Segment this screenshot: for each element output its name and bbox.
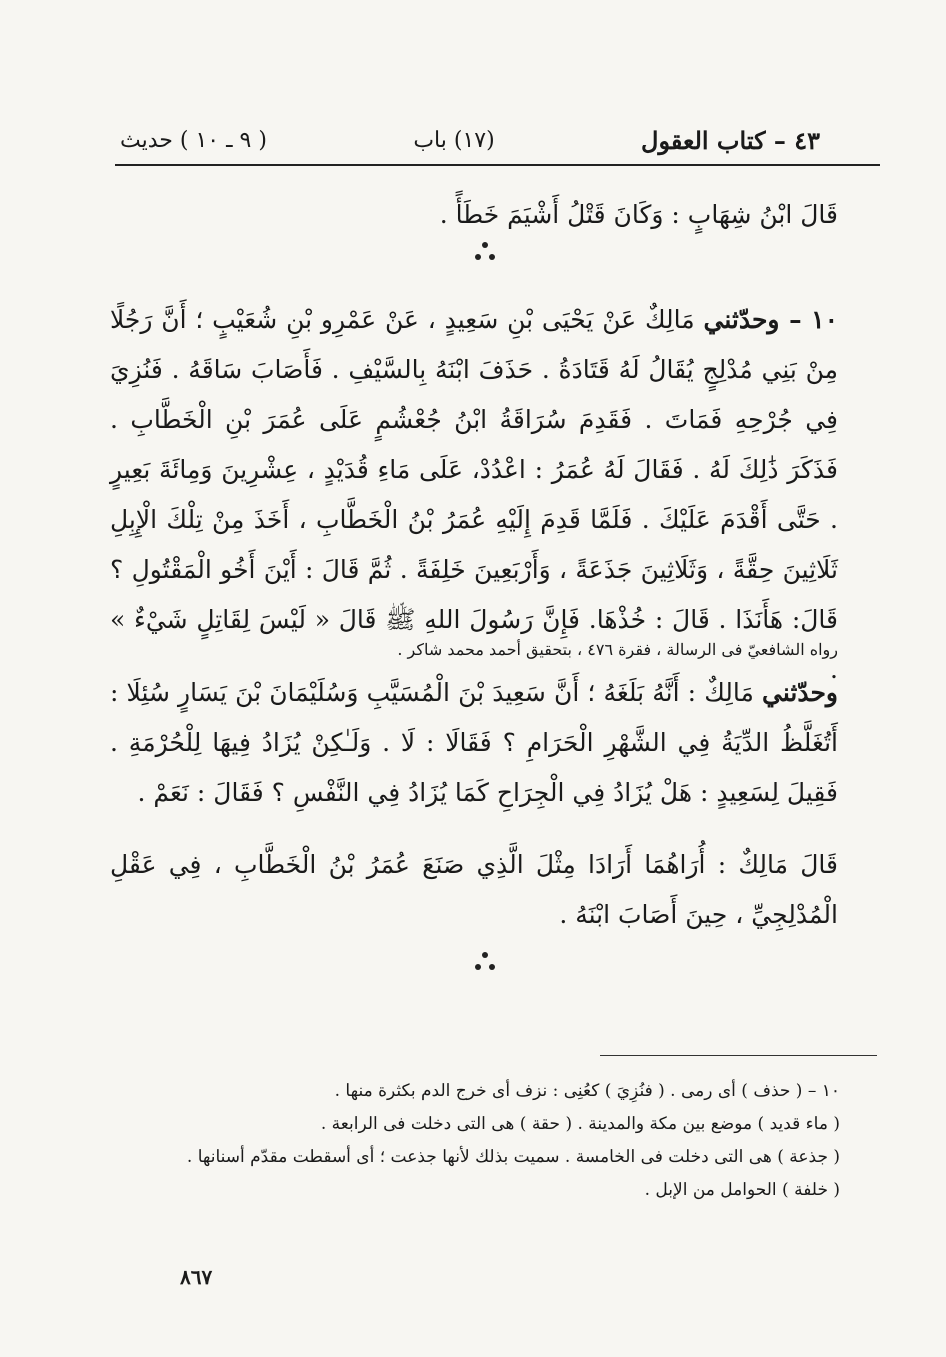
intro-paragraph (110, 190, 838, 240)
source-note-text: رواه الشافعيّ فى الرسالة ، فقرة ٤٧٦ ، بتحقيق أحمد محمد شاكر . (397, 640, 838, 659)
hadith-10 (110, 295, 838, 695)
section-ornament-2 (470, 950, 500, 980)
chapter-label: (١٧) باب (413, 127, 495, 153)
hadith-10-text: مَالِكٌ عَنْ يَحْيَى بْنِ سَعِيدٍ ، عَنْ عَمْرِو بْنِ شُعَيْبٍ ؛ أَنَّ رَجُلًا مِنْ بَنِي مُدْلِجٍ يُقَالُ لَهُ قَتَادَةُ . حَذَفَ ابْنَهُ بِالسَّيْفِ . فَأَصَابَ سَاقَهُ . فَنُزِيَ فِي جُرْحِهِ فَمَاتَ . فَقَدِمَ سُرَاقَةُ ابْنُ جُعْشُمٍ عَلَى عُمَرَ بْنِ الْخَطَّابِ . فَذَكَرَ ذَٰلِكَ لَهُ . فَقَالَ لَهُ عُمَرُ : اعْدُدْ، عَلَى مَاءِ قُدَيْدٍ ، عِشْرِينَ وَمِائَةَ بَعِيرٍ . حَتَّى أَقْدَمَ عَلَيْكَ . فَلَمَّا قَدِمَ إِلَيْهِ عُمَرُ بْنُ الْخَطَّابِ ، أَخَذَ مِنْ تِلْكَ الْإِبِلِ ثَلَاثِينَ حِقَّةً ، وَثَلَاثِينَ جَذَعَةً ، وَأَرْبَعِينَ خَلِفَةً . ثُمَّ قَالَ : أَيْنَ أَخُو الْمَقْتُولِ ؟ قَالَ: هَأَنَذَا . قَالَ : خُذْهَا. فَإِنَّ رَسُولَ اللهِ ﷺ قَالَ « لَيْسَ لِقَاتِلٍ شَيْءٌ » . (110, 305, 838, 684)
hadith-10-lead: ١٠ – وحدّثني (703, 305, 839, 334)
footnote-line: ١٠ – ( حذف ) أى رمى . ( فنُزِيَ ) كعُنِى : نزف أى خرج الدم بكثرة منها . (334, 1081, 840, 1101)
paragraph-2 (110, 668, 838, 818)
intro-text: قَالَ ابْنُ شِهَابٍ : وَكَانَ قَتْلُ أَشْيَمَ خَطَأً . (439, 200, 838, 229)
paragraph-3-text: قَالَ مَالِكٌ : أُرَاهُمَا أَرَادَا مِثْلَ الَّذِي صَنَعَ عُمَرُ بْنُ الْخَطَّابِ ، فِي عَقْلِ الْمُدْلِجِيِّ ، حِينَ أَصَابَ ابْنَهُ . (110, 850, 838, 929)
page-number: ٨٦٧ (180, 1265, 213, 1289)
paragraph-3 (110, 840, 838, 940)
header-rule (115, 164, 880, 166)
paragraph-2-lead: وحدّثني (762, 678, 838, 707)
footnotes (150, 1075, 840, 1207)
footnote-line: ( خلفة ) الحوامل من الإبل . (644, 1180, 840, 1200)
section-ornament (470, 240, 500, 270)
source-note (110, 638, 838, 662)
footnote-rule (600, 1055, 877, 1056)
footnote-line: ( جذعة ) هى التى دخلت فى الخامسة . سميت بذلك لأنها جذعت ؛ أى أسقطت مقدّم أسنانها . (186, 1147, 840, 1167)
paragraph-2-text: مَالِكٌ : أَنَّهُ بَلَغَهُ ؛ أَنَّ سَعِيدَ بْنَ الْمُسَيَّبِ وَسُلَيْمَانَ بْنَ يَسَارٍ سُئِلَا : أَتُغَلَّظُ الدِّيَةُ فِي الشَّهْرِ الْحَرَامِ ؟ فَقَالَا : لَا . وَلَـٰكِنْ يُزَادُ فِيهَا لِلْحُرْمَةِ . فَقِيلَ لِسَعِيدٍ : هَلْ يُزَادُ فِي الْجِرَاحِ كَمَا يُزَادُ فِي النَّفْسِ ؟ فَقَالَ : نَعَمْ . (110, 678, 838, 807)
hadith-range: ( ٩ ـ ١٠ ) حديث (120, 127, 267, 153)
running-header (120, 120, 820, 160)
book-title: ٤٣ – كتاب العقول (641, 125, 820, 155)
footnote-line: ( ماء قديد ) موضع بين مكة والمدينة . ( حقة ) هى التى دخلت فى الرابعة . (320, 1114, 840, 1134)
